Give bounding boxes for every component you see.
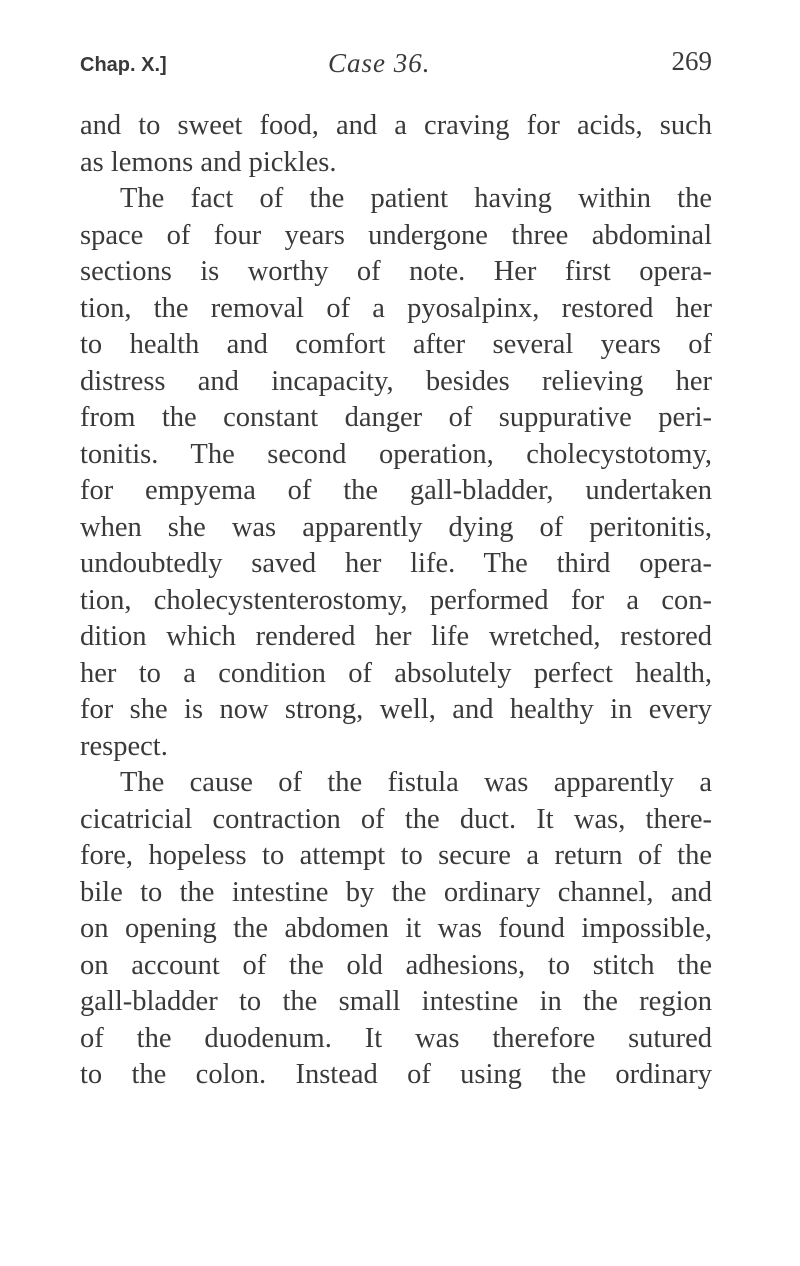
text-line: on opening the abdomen it was found impossible, xyxy=(80,913,712,944)
text-line: and to sweet food, and a craving for acids, such xyxy=(80,110,712,141)
text-line: bile to the intestine by the ordinary channel, and xyxy=(80,876,712,908)
text-line: her to a condition of absolutely perfect health, xyxy=(80,657,712,689)
text-line: to health and comfort after several years of xyxy=(80,329,712,360)
text-line: gall-bladder to the small intestine in the region xyxy=(80,986,712,1017)
text-line: The cause of the fistula was apparently a xyxy=(120,767,712,798)
case-heading: Case 36. xyxy=(328,48,431,78)
page-number: 269 xyxy=(671,46,712,76)
text-line: fore, hopeless to attempt to secure a return of the xyxy=(80,840,712,871)
text-line: to the colon. Instead of using the ordinary xyxy=(80,1059,712,1090)
text-line: of the duodenum. It was therefore sutured xyxy=(80,1022,712,1054)
text-line: cicatricial contraction of the duct. It was, there- xyxy=(80,803,712,835)
text-line: from the constant danger of suppurative peri- xyxy=(80,402,712,433)
text-line: tonitis. The second operation, cholecystotomy, xyxy=(80,438,712,470)
text-line: distress and incapacity, besides relieving her xyxy=(80,365,712,397)
text-line: undoubtedly saved her life. The third opera- xyxy=(80,548,712,579)
text-line: tion, cholecystenterostomy, performed for a con- xyxy=(80,584,712,616)
text-line: for she is now strong, well, and healthy in every xyxy=(80,694,712,725)
text-line: tion, the removal of a pyosalpinx, restored her xyxy=(80,292,712,324)
text-line: dition which rendered her life wretched, restored xyxy=(80,621,712,652)
chapter-label: Chap. X.] xyxy=(80,54,167,76)
text-line: when she was apparently dying of peritonitis, xyxy=(80,511,712,543)
text-line: The fact of the patient having within the xyxy=(120,183,712,214)
text-line: respect. xyxy=(80,730,168,762)
body-text xyxy=(80,108,712,1094)
text-line: for empyema of the gall-bladder, undertaken xyxy=(80,475,712,506)
text-line: sections is worthy of note. Her first opera- xyxy=(80,256,712,287)
text-line: as lemons and pickles. xyxy=(80,146,337,178)
running-head xyxy=(80,46,712,94)
text-line: space of four years undergone three abdominal xyxy=(80,219,712,251)
text-line: on account of the old adhesions, to stitch the xyxy=(80,949,712,981)
